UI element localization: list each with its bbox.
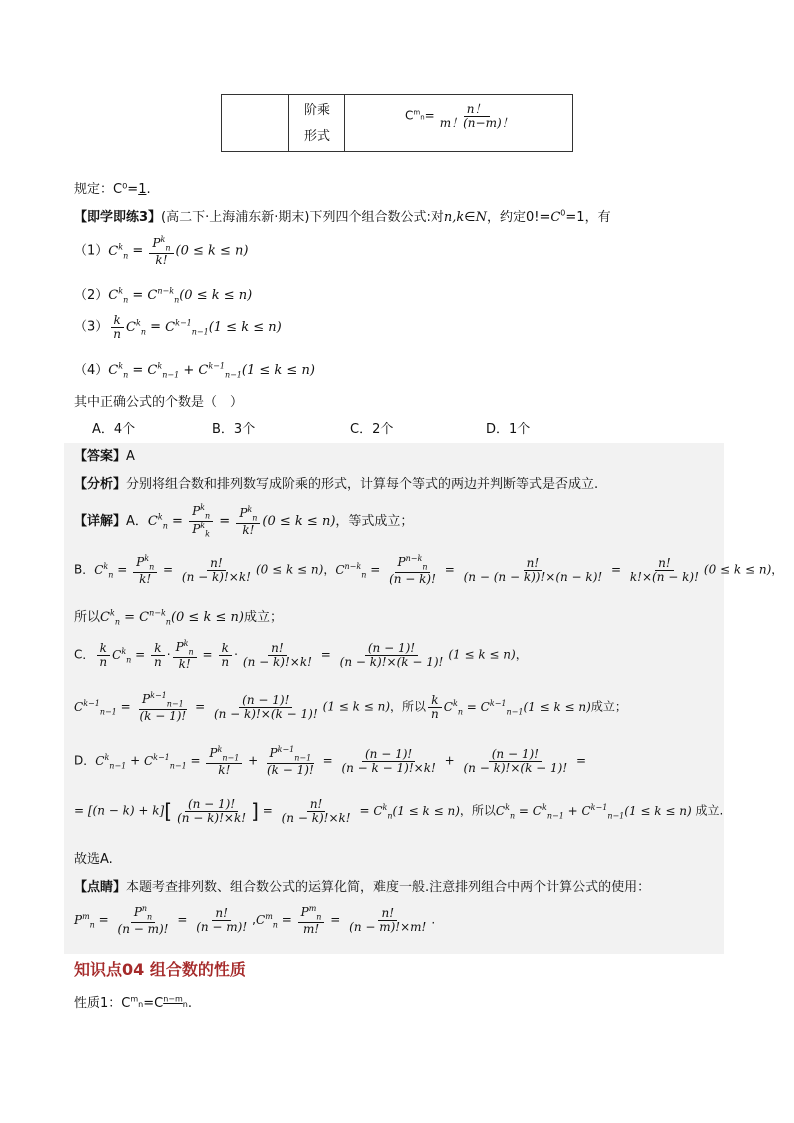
detail-d2-line: = [(n − k) + k][ $\frac{(n - 1)!}{(n - k)!\times k!}$ ] = $\frac{n!}{(n - k)!\times k!}$ = $C^k_n(1 \le k \le n)$，所以$C^k_n = C^k_{n-1} + C^{k-1}_{n-1}(1 \le k \le n)$ 成立. (74, 797, 724, 825)
choose-line: 故选A. (74, 852, 113, 867)
detail-a-line: 【详解】A．$C^k_n$ = $\frac{P^k_n}{P^k_k}$ = $\frac{P^k_n}{k!}$ (0 ≤ k ≤ n)，等式成立； (74, 503, 414, 539)
comment-formula: $P^m_n$ = $\frac{P^n_n}{(n - m)!}$ = $\frac{n!}{(n - m)!}$ $,C^m_n$ = $\frac{P^m_n}{m!}$ = $\frac{n!}{(n - m)!\times m!}$ . (74, 904, 436, 936)
table-label-line2: 形式 (304, 129, 331, 144)
formula-item-2: $(2)C^k_n = C^{n-k}_n(0 \le k \le n)$ (74, 286, 253, 305)
formula-item-1: $(1)C^k_n$ = $\frac{P^k_n}{k!}$ (0 ≤ k ≤ n) (74, 235, 249, 267)
analysis-line: 【分析】分别将组合数和排列数写成阶乘的形式，计算每个等式的两边并判断等式是否成立. (74, 477, 599, 492)
detail-b-line: B．$C^k_n$ = $\frac{P^k_n}{k!}$ = $\frac{n!}{(n - k)!\times k!}$ (0 ≤ k ≤ n)，$C^{n-k}_n$ = $\frac{P^{n-k}_n}{(n - k)!}$ = $\frac{n!}{(n - (n - k))!\times(n - k)!}$ = $\frac{n!}{k!\times(n - k)!}$ (0 ≤ k ≤ n)， (74, 554, 784, 586)
section-title: 知识点04 组合数的性质 (74, 960, 246, 979)
option-a[interactable]: A．4个 (92, 422, 136, 437)
answer-line: 【答案】A (74, 449, 135, 464)
question: 其中正确公式的个数是（ ） (74, 395, 244, 410)
option-b[interactable]: B．3个 (212, 422, 256, 437)
property-1: 性质1：$C^mn=C^{n-m}n$. (74, 994, 193, 1011)
detail-d-line: D．$C^k_{n-1} + C^{k-1}_{n-1}$ = $\frac{P^k_{n-1}}{k!}$ + $\frac{P^{k-1}_{n-1}}{(k - 1)!}$ = $\frac{(n - 1)!}{(n - k - 1)!\times k!}$ + $\frac{(n - 1)!}{(n - k)!\times(k - 1)!}$ = (74, 745, 587, 777)
table-label-line1: 阶乘 (304, 103, 331, 118)
rule-line: 规定：C⁰=1. (74, 182, 151, 197)
detail-c-line: C． $\frac{k}{n}$ $C^k_n$ = $\frac{k}{n}$ · $\frac{P^k_n}{k!}$ = $\frac{k}{n}$ · $\frac{n!}{(n - k)!\times k!}$ = $\frac{(n - 1)!}{(n - k)!\times(k - 1)!}$ (1 ≤ k ≤ n)， (74, 639, 528, 671)
option-d[interactable]: D．1个 (486, 422, 531, 437)
comment-line: 【点睛】本题考查排列数、组合数公式的运算化简，难度一般.注意排列组合中两个计算公式的使用： (74, 880, 651, 895)
exercise-header: 【即学即练3】(高二下·上海浦东新·期末)下列四个组合数公式:对n,k∈N，约定$0!=C^0=1$，有 (74, 208, 611, 225)
so-b-line: 所以$C^k_n = C^{n-k}_n(0 \le k \le n)$成立； (74, 608, 283, 627)
detail-c2-line: $C^{k-1}_{n-1}$ = $\frac{P^{k-1}_{n-1}}{(k - 1)!}$ = $\frac{(n - 1)!}{(n - k)!\times(k - 1)!}$ (1 ≤ k ≤ n)，所以 $\frac{k}{n}$ $C^k_n = C^{k-1}_{n-1}(1 \le k \le n)$成立； (74, 691, 627, 723)
formula-item-3: （3） $\frac{k}{n}$ $C^k_n = C^{k-1}_{n-1}(1 \le k \le n)$ (74, 313, 282, 341)
options-row (92, 418, 612, 436)
table-formula: $C^mn=$ $\frac{n!}{m!(n-m)!}$ (405, 102, 514, 130)
option-c[interactable]: C．2个 (350, 422, 394, 437)
formula-table (221, 94, 573, 152)
formula-item-4: $(4)C^k_n = C^k_{n-1} + C^{k-1}_{n-1}(1 \le k \le n)$ (74, 361, 315, 380)
